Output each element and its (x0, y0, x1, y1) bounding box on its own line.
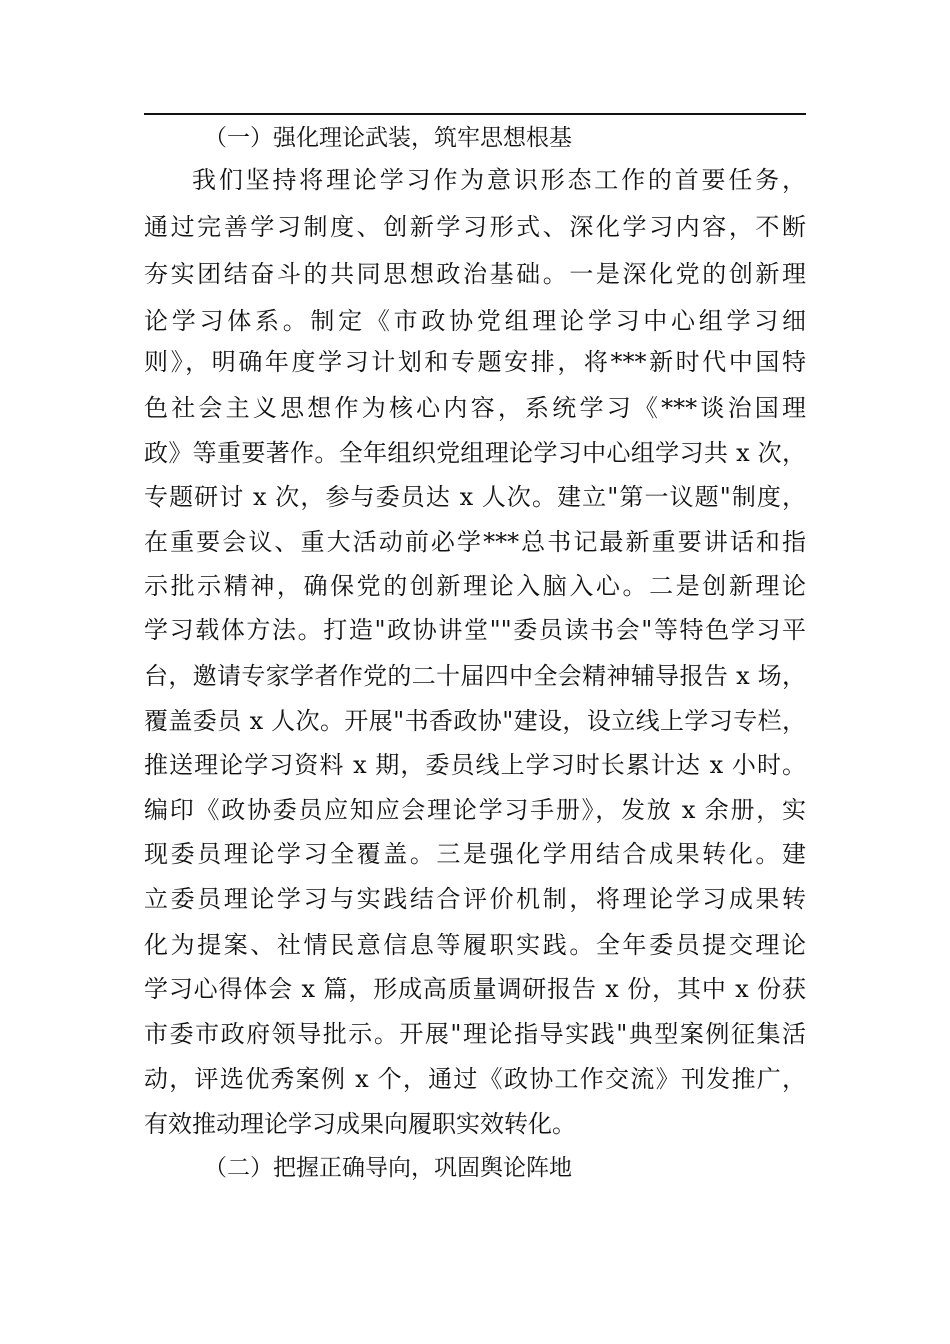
paragraph-line: 示批示精神，确保党的创新理论入脑入心。二是创新理论 (144, 572, 806, 600)
paragraph-line: 在重要会议、重大活动前必学***总书记最新重要讲话和指 (144, 528, 806, 556)
paragraph-line: 我们坚持将理论学习作为意识形态工作的首要任务， (192, 166, 806, 194)
paragraph-line: 学习心得体会 x 篇，形成高质量调研报告 x 份，其中 x 份获 (144, 975, 806, 1003)
header-rule (144, 113, 806, 115)
paragraph-line: 色社会主义思想作为核心内容，系统学习《***谈治国理 (144, 394, 806, 422)
section-heading-1 (144, 118, 806, 158)
paragraph-line: 通过完善学习制度、创新学习形式、深化学习内容，不断 (144, 213, 806, 241)
section-heading-2-text: （二）把握正确导向，巩固舆论阵地 (204, 1155, 572, 1181)
paragraph-line: 台，邀请专家学者作党的二十届四中全会精神辅导报告 x 场， (144, 662, 806, 690)
paragraph-line: 政》等重要著作。全年组织党组理论学习中心组学习共 x 次， (144, 439, 806, 467)
paragraph-line: 动，评选优秀案例 x 个，通过《政协工作交流》刊发推广， (144, 1065, 806, 1093)
paragraph-line: 立委员理论学习与实践结合评价机制，将理论学习成果转 (144, 885, 806, 913)
paragraph-line: 推送理论学习资料 x 期，委员线上学习时长累计达 x 小时。 (144, 751, 806, 779)
paragraph-line: 覆盖委员 x 人次。开展"书香政协"建设，设立线上学习专栏， (144, 707, 806, 735)
paragraph-line: 论学习体系。制定《市政协党组理论学习中心组学习细 (144, 307, 806, 335)
paragraph-line: 则》，明确年度学习计划和专题安排，将***新时代中国特 (144, 348, 806, 376)
paragraph-line: 化为提案、社情民意信息等履职实践。全年委员提交理论 (144, 931, 806, 959)
section-heading-1-text: （一）强化理论武装，筑牢思想根基 (204, 125, 572, 151)
paragraph-line: 有效推动理论学习成果向履职实效转化。 (144, 1110, 576, 1138)
paragraph-line: 市委市政府领导批示。开展"理论指导实践"典型案例征集活 (144, 1020, 806, 1048)
section-heading-2 (144, 1148, 806, 1188)
paragraph-line: 专题研讨 x 次，参与委员达 x 人次。建立"第一议题"制度， (144, 483, 806, 511)
paragraph-line: 现委员理论学习全覆盖。三是强化学用结合成果转化。建 (144, 840, 806, 868)
paragraph-line: 编印《政协委员应知应会理论学习手册》，发放 x 余册，实 (144, 796, 806, 824)
paragraph-line: 学习载体方法。打造"政协讲堂""委员读书会"等特色学习平 (144, 616, 806, 644)
paragraph-line: 夯实团结奋斗的共同思想政治基础。一是深化党的创新理 (144, 260, 806, 288)
